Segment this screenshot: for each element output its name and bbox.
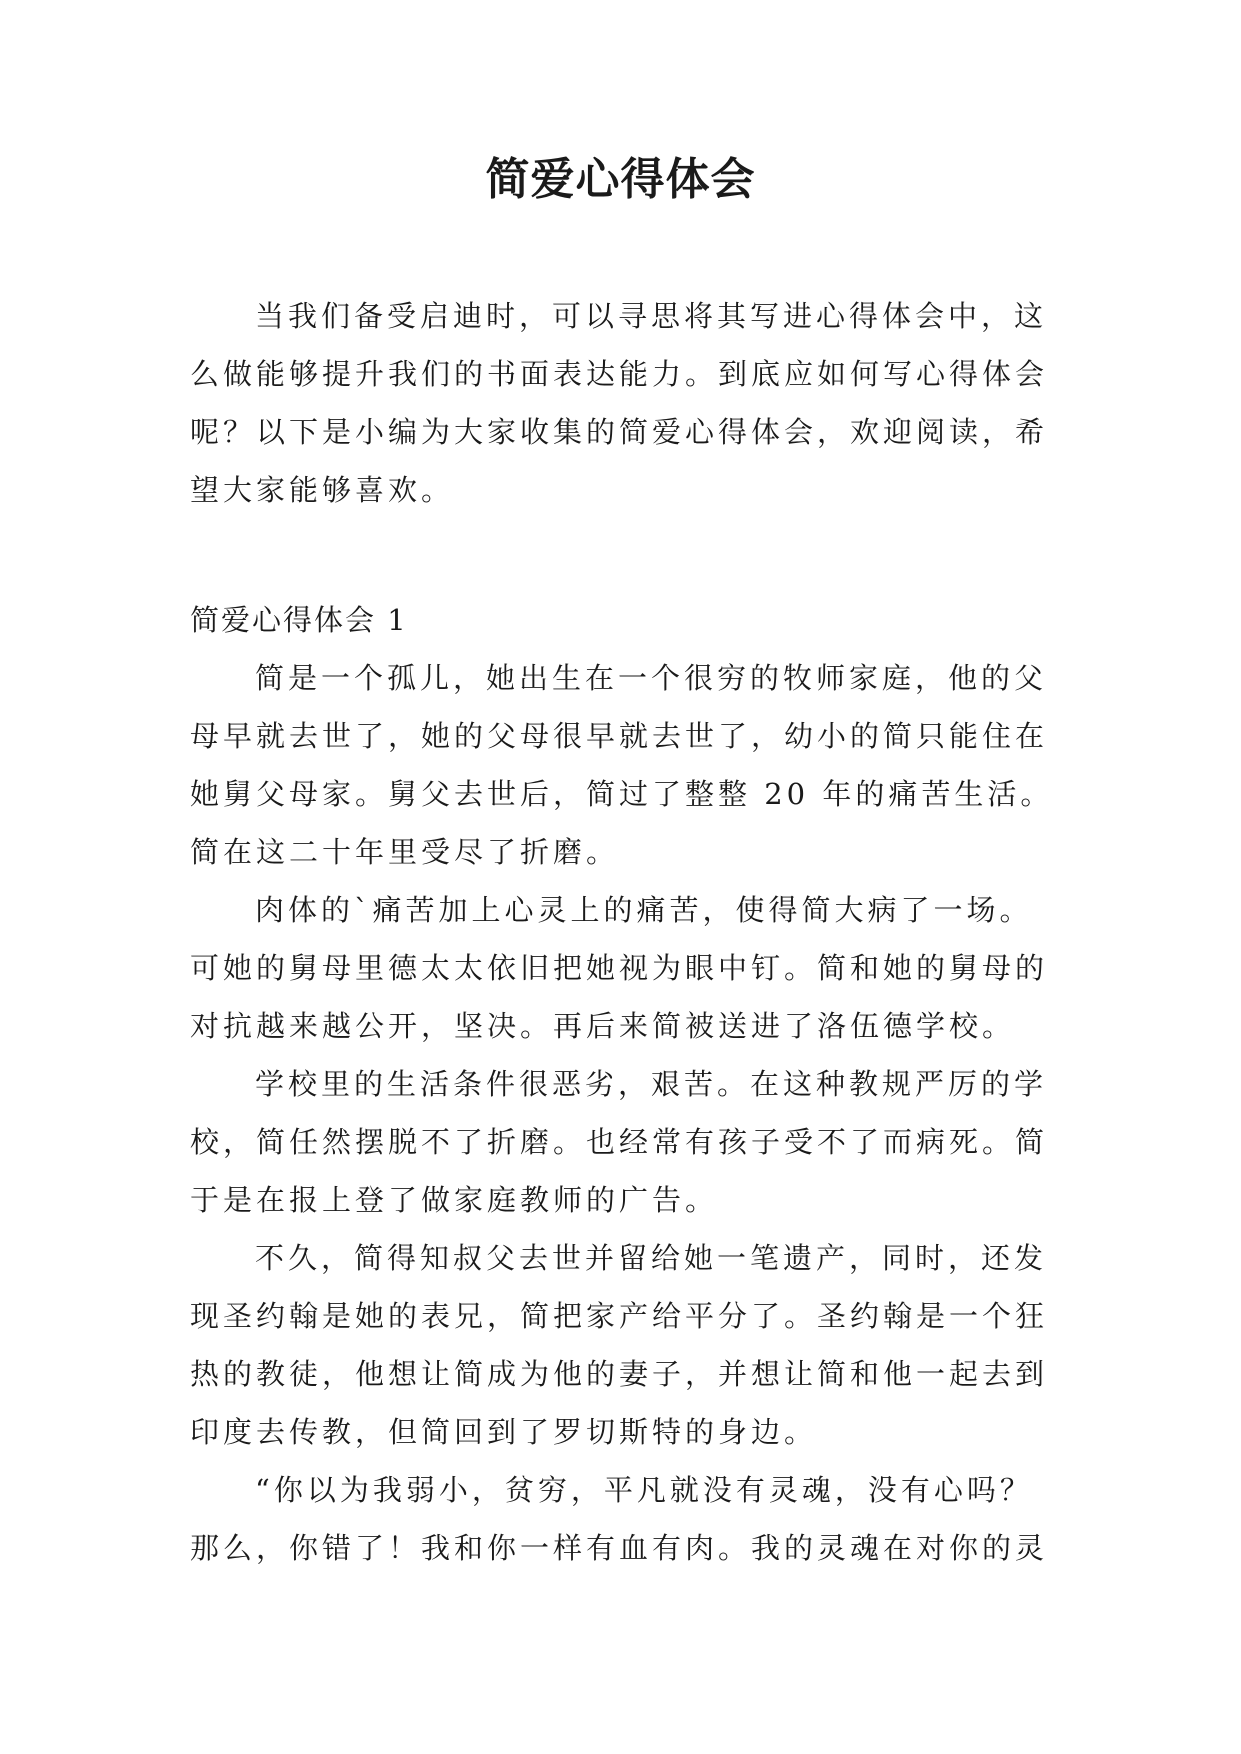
paragraph-line: 母早就去世了，她的父母很早就去世了，幼小的简只能住在 xyxy=(190,719,1049,753)
paragraph-line: 热的教徒，他想让简成为他的妻子，并想让简和他一起去到 xyxy=(190,1357,1049,1391)
body-paragraph xyxy=(190,1055,1052,1229)
body-paragraph xyxy=(190,881,1052,1055)
paragraph-line: 印度去传教，但简回到了罗切斯特的身边。 xyxy=(190,1415,818,1449)
intro-line: 呢？以下是小编为大家收集的简爱心得体会，欢迎阅读，希 xyxy=(190,415,1049,449)
paragraph-line: 学校里的生活条件很恶劣，艰苦。在这种教规严厉的学 xyxy=(255,1067,1048,1101)
paragraph-line: 那么，你错了！我和你一样有血有肉。我的灵魂在对你的灵 xyxy=(190,1531,1049,1565)
paragraph-line: 简在这二十年里受尽了折磨。 xyxy=(190,835,620,869)
paragraph-line: 于是在报上登了做家庭教师的广告。 xyxy=(190,1183,719,1217)
paragraph-line: 肉体的`痛苦加上心灵上的痛苦，使得简大病了一场。 xyxy=(255,893,1033,927)
paragraph-line: 不久，简得知叔父去世并留给她一笔遗产，同时，还发 xyxy=(255,1241,1048,1275)
paragraph-line: 简是一个孤儿，她出生在一个很穷的牧师家庭，他的父 xyxy=(255,661,1048,695)
paragraph-line: 可她的舅母里德太太依旧把她视为眼中钉。简和她的舅母的 xyxy=(190,951,1049,985)
paragraph-line: 校，简任然摆脱不了折磨。也经常有孩子受不了而病死。简 xyxy=(190,1125,1049,1159)
body-paragraph xyxy=(190,1461,1052,1577)
intro-paragraph xyxy=(190,287,1052,519)
section-heading: 简爱心得体会 1 xyxy=(190,603,408,637)
paragraph-gap xyxy=(190,519,1052,591)
paragraph-line: 现圣约翰是她的表兄，简把家产给平分了。圣约翰是一个狂 xyxy=(190,1299,1049,1333)
paragraph-line: 对抗越来越公开，坚决。再后来简被送进了洛伍德学校。 xyxy=(190,1009,1016,1043)
body-paragraph xyxy=(190,1229,1052,1461)
document-title: 简爱心得体会 xyxy=(485,154,756,205)
paragraph-line: “你以为我弱小，贫穷，平凡就没有灵魂，没有心吗？ xyxy=(255,1473,1033,1507)
intro-line: 么做能够提升我们的书面表达能力。到底应如何写心得体会 xyxy=(190,357,1049,391)
intro-line: 望大家能够喜欢。 xyxy=(190,473,455,507)
body-paragraph xyxy=(190,649,1052,881)
paragraph-line: 她舅父母家。舅父去世后，简过了整整 20 年的痛苦生活。 xyxy=(190,777,1054,811)
document-body xyxy=(190,287,1052,1577)
intro-line: 当我们备受启迪时，可以寻思将其写进心得体会中，这 xyxy=(255,299,1048,333)
